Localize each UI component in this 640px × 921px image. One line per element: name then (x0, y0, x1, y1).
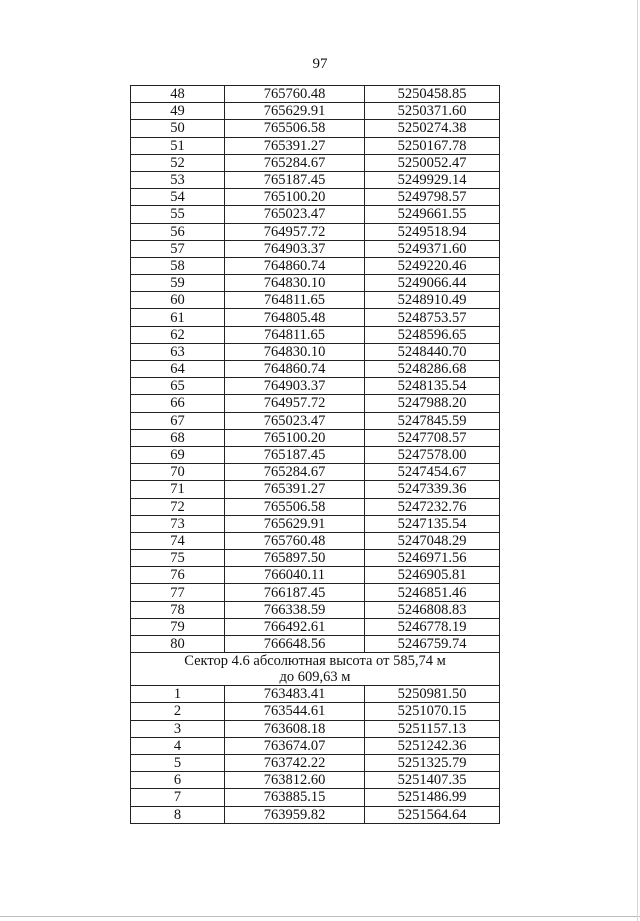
point-number: 2 (131, 703, 225, 720)
y-coordinate: 5247135.54 (365, 515, 500, 532)
y-coordinate: 5246905.81 (365, 567, 500, 584)
section-header-line2: до 609,63 м (279, 669, 351, 686)
table-row (131, 326, 500, 343)
point-number: 68 (131, 429, 225, 446)
y-coordinate: 5248910.49 (365, 292, 500, 309)
x-coordinate: 766040.11 (225, 567, 365, 584)
table-row (131, 395, 500, 412)
x-coordinate: 764830.10 (225, 343, 365, 360)
table-row (131, 464, 500, 481)
y-coordinate: 5248440.70 (365, 343, 500, 360)
y-coordinate: 5247708.57 (365, 429, 500, 446)
y-coordinate: 5247988.20 (365, 395, 500, 412)
table-row (131, 412, 500, 429)
point-number: 73 (131, 515, 225, 532)
point-number: 64 (131, 361, 225, 378)
table-row (131, 206, 500, 223)
x-coordinate: 764903.37 (225, 378, 365, 395)
point-number: 54 (131, 189, 225, 206)
y-coordinate: 5250052.47 (365, 154, 500, 171)
x-coordinate: 765760.48 (225, 532, 365, 549)
point-number: 65 (131, 378, 225, 395)
x-coordinate: 764860.74 (225, 361, 365, 378)
x-coordinate: 763608.18 (225, 720, 365, 737)
x-coordinate: 764805.48 (225, 309, 365, 326)
table-row (131, 223, 500, 240)
y-coordinate: 5248596.65 (365, 326, 500, 343)
section-header-row (131, 653, 500, 686)
y-coordinate: 5251325.79 (365, 754, 500, 771)
section-header-group (131, 653, 500, 686)
x-coordinate: 765391.27 (225, 481, 365, 498)
table-row (131, 120, 500, 137)
coordinates-part1 (131, 86, 500, 653)
point-number: 52 (131, 154, 225, 171)
point-number: 5 (131, 754, 225, 771)
point-number: 62 (131, 326, 225, 343)
table-row (131, 240, 500, 257)
table-row (131, 789, 500, 806)
y-coordinate: 5248286.68 (365, 361, 500, 378)
x-coordinate: 765506.58 (225, 120, 365, 137)
y-coordinate: 5249518.94 (365, 223, 500, 240)
point-number: 72 (131, 498, 225, 515)
table-row (131, 532, 500, 549)
table-row (131, 550, 500, 567)
table-row (131, 737, 500, 754)
point-number: 76 (131, 567, 225, 584)
point-number: 75 (131, 550, 225, 567)
table-row (131, 361, 500, 378)
y-coordinate: 5251564.64 (365, 806, 500, 823)
point-number: 74 (131, 532, 225, 549)
x-coordinate: 765023.47 (225, 412, 365, 429)
section-header-line1: Сектор 4.6 абсолютная высота от 585,74 м (184, 653, 446, 670)
table-row (131, 446, 500, 463)
y-coordinate: 5250167.78 (365, 137, 500, 154)
x-coordinate: 765391.27 (225, 137, 365, 154)
point-number: 1 (131, 686, 225, 703)
x-coordinate: 763885.15 (225, 789, 365, 806)
table-row (131, 171, 500, 188)
table-row (131, 567, 500, 584)
x-coordinate: 764830.10 (225, 275, 365, 292)
y-coordinate: 5249798.57 (365, 189, 500, 206)
table-row (131, 137, 500, 154)
point-number: 3 (131, 720, 225, 737)
point-number: 57 (131, 240, 225, 257)
point-number: 67 (131, 412, 225, 429)
y-coordinate: 5251242.36 (365, 737, 500, 754)
coordinates-table (130, 85, 500, 824)
y-coordinate: 5247339.36 (365, 481, 500, 498)
x-coordinate: 766187.45 (225, 584, 365, 601)
y-coordinate: 5246759.74 (365, 636, 500, 653)
point-number: 66 (131, 395, 225, 412)
y-coordinate: 5251407.35 (365, 772, 500, 789)
table-row (131, 806, 500, 823)
table-row (131, 257, 500, 274)
y-coordinate: 5247454.67 (365, 464, 500, 481)
point-number: 48 (131, 86, 225, 103)
point-number: 60 (131, 292, 225, 309)
y-coordinate: 5246778.19 (365, 618, 500, 635)
point-number: 53 (131, 171, 225, 188)
y-coordinate: 5249371.60 (365, 240, 500, 257)
table-row (131, 618, 500, 635)
y-coordinate: 5251486.99 (365, 789, 500, 806)
table-row (131, 636, 500, 653)
table-row (131, 154, 500, 171)
y-coordinate: 5249929.14 (365, 171, 500, 188)
x-coordinate: 764811.65 (225, 326, 365, 343)
table-row (131, 772, 500, 789)
y-coordinate: 5248135.54 (365, 378, 500, 395)
y-coordinate: 5249220.46 (365, 257, 500, 274)
table-row (131, 189, 500, 206)
table-row (131, 343, 500, 360)
y-coordinate: 5247048.29 (365, 532, 500, 549)
x-coordinate: 765284.67 (225, 154, 365, 171)
table-row (131, 275, 500, 292)
point-number: 70 (131, 464, 225, 481)
coordinates-part2 (131, 686, 500, 824)
x-coordinate: 764957.72 (225, 395, 365, 412)
x-coordinate: 765187.45 (225, 446, 365, 463)
x-coordinate: 763742.22 (225, 754, 365, 771)
table-row (131, 378, 500, 395)
x-coordinate: 763483.41 (225, 686, 365, 703)
x-coordinate: 765100.20 (225, 189, 365, 206)
table-row (131, 292, 500, 309)
x-coordinate: 765897.50 (225, 550, 365, 567)
table-row (131, 720, 500, 737)
page-number: 97 (312, 56, 328, 72)
x-coordinate: 763959.82 (225, 806, 365, 823)
x-coordinate: 764957.72 (225, 223, 365, 240)
x-coordinate: 765100.20 (225, 429, 365, 446)
point-number: 71 (131, 481, 225, 498)
table-row (131, 584, 500, 601)
point-number: 4 (131, 737, 225, 754)
table-row (131, 481, 500, 498)
x-coordinate: 763674.07 (225, 737, 365, 754)
y-coordinate: 5246808.83 (365, 601, 500, 618)
point-number: 56 (131, 223, 225, 240)
y-coordinate: 5246851.46 (365, 584, 500, 601)
y-coordinate: 5250274.38 (365, 120, 500, 137)
point-number: 78 (131, 601, 225, 618)
y-coordinate: 5251070.15 (365, 703, 500, 720)
point-number: 8 (131, 806, 225, 823)
x-coordinate: 765629.91 (225, 515, 365, 532)
y-coordinate: 5249066.44 (365, 275, 500, 292)
table-row (131, 686, 500, 703)
point-number: 49 (131, 103, 225, 120)
y-coordinate: 5247578.00 (365, 446, 500, 463)
table-row (131, 754, 500, 771)
point-number: 63 (131, 343, 225, 360)
scan-edge-line-right (637, 0, 638, 921)
x-coordinate: 764811.65 (225, 292, 365, 309)
point-number: 69 (131, 446, 225, 463)
table-row (131, 703, 500, 720)
table-row (131, 601, 500, 618)
x-coordinate: 766338.59 (225, 601, 365, 618)
point-number: 61 (131, 309, 225, 326)
y-coordinate: 5251157.13 (365, 720, 500, 737)
point-number: 77 (131, 584, 225, 601)
point-number: 50 (131, 120, 225, 137)
table-row (131, 429, 500, 446)
point-number: 59 (131, 275, 225, 292)
x-coordinate: 765284.67 (225, 464, 365, 481)
point-number: 55 (131, 206, 225, 223)
table-row (131, 86, 500, 103)
x-coordinate: 765629.91 (225, 103, 365, 120)
x-coordinate: 765760.48 (225, 86, 365, 103)
x-coordinate: 763544.61 (225, 703, 365, 720)
table-row (131, 309, 500, 326)
x-coordinate: 765506.58 (225, 498, 365, 515)
table-row (131, 103, 500, 120)
point-number: 6 (131, 772, 225, 789)
section-header (131, 653, 500, 686)
x-coordinate: 765187.45 (225, 171, 365, 188)
y-coordinate: 5250458.85 (365, 86, 500, 103)
x-coordinate: 765023.47 (225, 206, 365, 223)
y-coordinate: 5250371.60 (365, 103, 500, 120)
x-coordinate: 766648.56 (225, 636, 365, 653)
y-coordinate: 5248753.57 (365, 309, 500, 326)
table-row (131, 498, 500, 515)
point-number: 51 (131, 137, 225, 154)
y-coordinate: 5246971.56 (365, 550, 500, 567)
point-number: 58 (131, 257, 225, 274)
x-coordinate: 763812.60 (225, 772, 365, 789)
scan-edge-line (0, 916, 640, 917)
y-coordinate: 5249661.55 (365, 206, 500, 223)
y-coordinate: 5247232.76 (365, 498, 500, 515)
point-number: 79 (131, 618, 225, 635)
x-coordinate: 766492.61 (225, 618, 365, 635)
x-coordinate: 764860.74 (225, 257, 365, 274)
point-number: 7 (131, 789, 225, 806)
y-coordinate: 5247845.59 (365, 412, 500, 429)
y-coordinate: 5250981.50 (365, 686, 500, 703)
x-coordinate: 764903.37 (225, 240, 365, 257)
point-number: 80 (131, 636, 225, 653)
table-row (131, 515, 500, 532)
